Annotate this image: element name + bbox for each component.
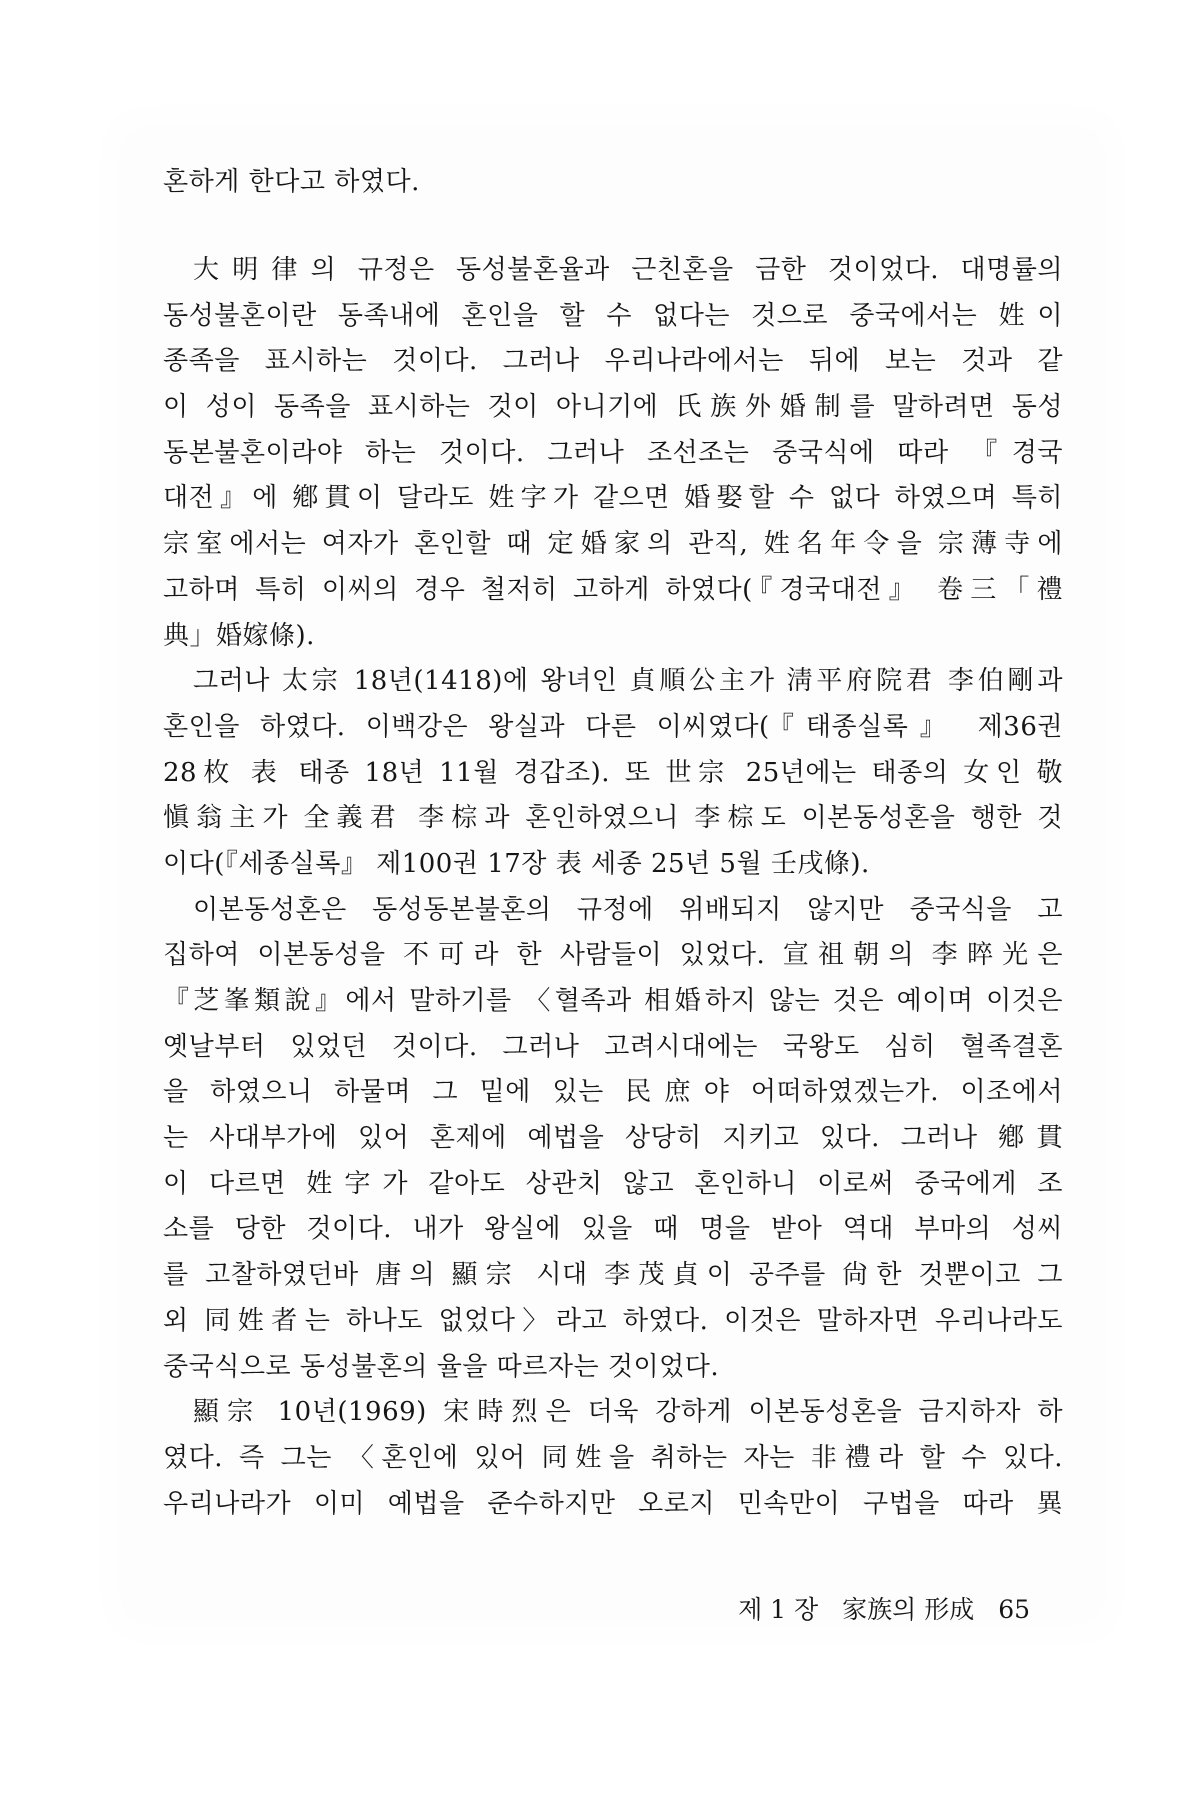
text-line: 집하여 이본동성을 不可라 한 사람들이 있었다. 宣祖朝의 李晬光은 <box>163 940 1063 971</box>
text-line: 그러나 太宗 18년(1418)에 왕녀인 貞順公主가 淸平府院君 李伯剛과 <box>193 666 1063 697</box>
page-number: 65 <box>998 1595 1030 1624</box>
text-line: 이다(『세종실록』 제100권 17장 表 세종 25년 5월 壬戌條). <box>163 848 870 879</box>
text-line: 이 다르면 姓字가 같아도 상관치 않고 혼인하니 이로써 중국에게 조 <box>163 1168 1063 1199</box>
text-line: 우리나라가 이미 예법을 준수하지만 오로지 민속만이 구법을 따라 異 <box>163 1488 1063 1519</box>
text-line: 는 사대부가에 있어 혼제에 예법을 상당히 지키고 있다. 그러나 鄕貫 <box>163 1123 1063 1154</box>
opening-text <box>163 160 1063 206</box>
text-line: 28枚 表 태종 18년 11월 경갑조). 또 世宗 25년에는 태종의 女인 敬 <box>163 757 1063 788</box>
text-line: 大明律의 규정은 동성불혼율과 근친혼을 금한 것이었다. 대명률의 <box>193 255 1063 285</box>
text-line: 동성불혼이란 동족내에 혼인을 할 수 없다는 것으로 중국에서는 姓이 <box>163 300 1063 331</box>
text-line: 혼인을 하였다. 이백강은 왕실과 다른 이씨였다(『태종실록』 제36권 <box>163 711 1063 742</box>
text-line: 동본불혼이라야 하는 것이다. 그러나 조선조는 중국식에 따라 『경국 <box>163 437 1063 468</box>
chapter-label: 제 1 장 <box>738 1595 819 1624</box>
text-line: 이본동성혼은 동성동본불혼의 규정에 위배되지 않지만 중국식을 고 <box>193 894 1063 925</box>
text-line: 외 同姓者는 하나도 없었다〉라고 하였다. 이것은 말하자면 우리나라도 <box>163 1305 1063 1336</box>
text-line: 였다. 즉 그는 〈혼인에 있어 同姓을 취하는 자는 非禮라 할 수 있다. <box>163 1442 1063 1473</box>
text-line: 소를 당한 것이다. 내가 왕실에 있을 때 명을 받아 역대 부마의 성씨 <box>163 1214 1063 1245</box>
body-text <box>163 248 1063 1527</box>
text-line: 종족을 표시하는 것이다. 그러나 우리나라에서는 뒤에 보는 것과 같 <box>163 346 1063 377</box>
text-line: 을 하였으니 하물며 그 밑에 있는 民庶야 어떠하였겠는가. 이조에서 <box>163 1077 1063 1108</box>
page-footer <box>722 1590 1030 1626</box>
text-line: 를 고찰하였던바 唐의 顯宗 시대 李茂貞이 공주를 尙한 것뿐이고 그 <box>163 1260 1063 1291</box>
text-line: 대전』에 鄕貫이 달라도 姓字가 같으면 婚娶할 수 없다 하였으며 특히 <box>163 483 1063 514</box>
text-line: 고하며 특히 이씨의 경우 철저히 고하게 하였다(『경국대전』 卷三「禮 <box>163 574 1063 605</box>
text-line: 典」婚嫁條). <box>163 620 315 651</box>
text-line: 이 성이 동족을 표시하는 것이 아니기에 氏族外婚制를 말하려면 동성 <box>163 392 1063 423</box>
text-line: 혼하게 한다고 하였다. <box>163 167 420 197</box>
text-line: 宗室에서는 여자가 혼인할 때 定婚家의 관직, 姓名年令을 宗薄寺에 <box>163 529 1063 560</box>
text-line: 중국식으로 동성불혼의 율을 따르자는 것이었다. <box>163 1351 720 1382</box>
text-line: 『芝峯類說』에서 말하기를 〈혈족과 相婚하지 않는 것은 예이며 이것은 <box>163 986 1063 1016</box>
chapter-title: 家族의 形成 <box>842 1595 975 1624</box>
text-line: 愼翁主가 全義君 李棕과 혼인하였으니 李棕도 이본동성혼을 행한 것 <box>163 803 1063 834</box>
text-line: 옛날부터 있었던 것이다. 그러나 고려시대에는 국왕도 심히 혈족결혼 <box>163 1031 1063 1062</box>
text-line: 顯宗 10년(1969) 宋時烈은 더욱 강하게 이본동성혼을 금지하자 하 <box>193 1397 1063 1428</box>
